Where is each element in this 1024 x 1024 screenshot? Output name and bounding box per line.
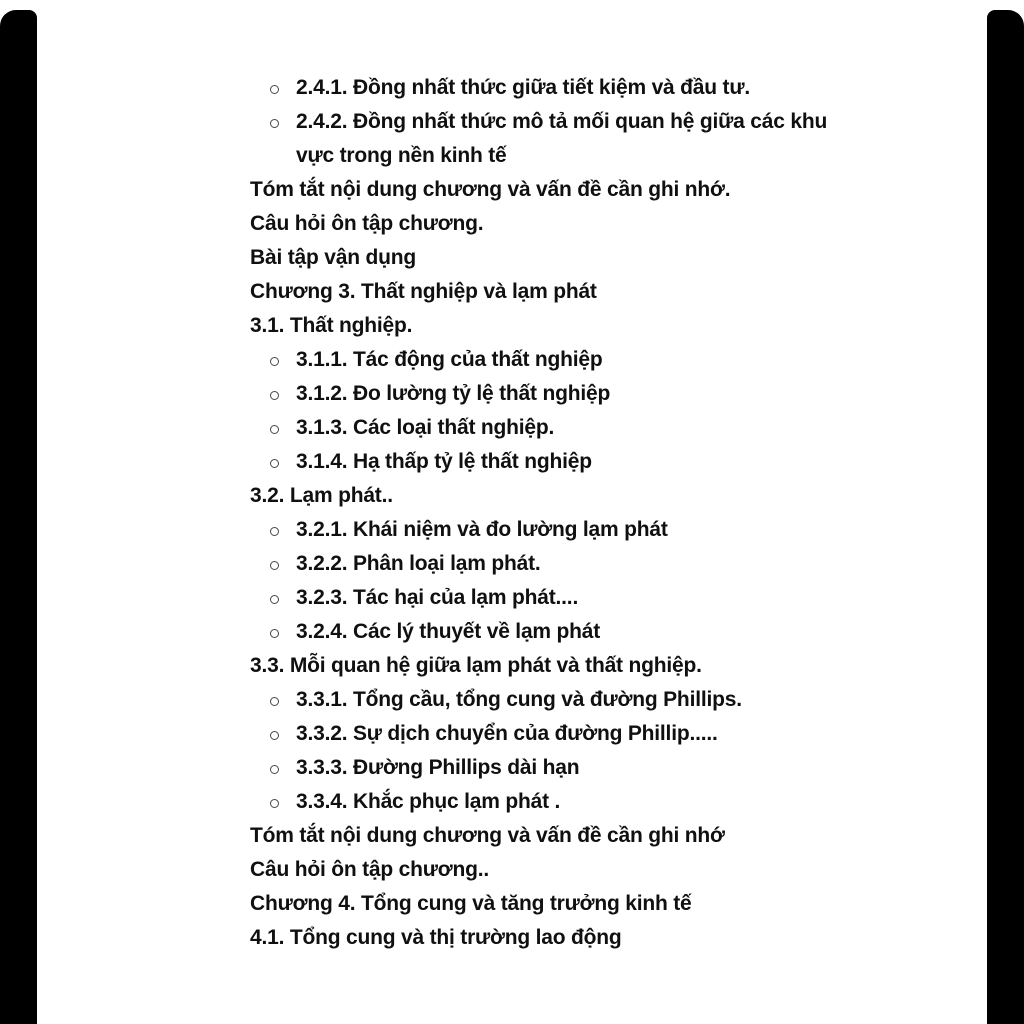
- toc-entry-text: 3.3.2. Sự dịch chuyển của đường Phillip.....: [296, 722, 718, 745]
- circle-bullet-icon: [270, 391, 279, 400]
- circle-bullet-icon: [270, 357, 279, 366]
- toc-entry-text: 3.1.4. Hạ thấp tỷ lệ thất nghiệp: [296, 450, 592, 473]
- toc-entry: [0, 411, 984, 445]
- toc-entry: [0, 207, 984, 241]
- toc-entry: [0, 581, 984, 615]
- toc-entry-text: 3.2.2. Phân loại lạm phát.: [296, 552, 541, 575]
- toc-entry-text: 3.2.1. Khái niệm và đo lường lạm phát: [296, 518, 668, 541]
- circle-bullet-icon: [270, 595, 279, 604]
- toc-entry-text: 4.1. Tổng cung và thị trường lao động: [250, 926, 622, 949]
- toc-entry: [0, 853, 984, 887]
- toc-entry: [0, 513, 984, 547]
- toc-entry: [0, 785, 984, 819]
- toc-entry: [0, 547, 984, 581]
- toc-entry: [0, 377, 984, 411]
- toc-entry-text: 3.1.2. Đo lường tỷ lệ thất nghiệp: [296, 382, 611, 405]
- toc-entry: [0, 615, 984, 649]
- toc-entry: [0, 445, 984, 479]
- circle-bullet-icon: [270, 799, 279, 808]
- right-black-border: [987, 10, 1024, 1024]
- circle-bullet-icon: [270, 459, 279, 468]
- toc-entry-text: Chương 4. Tổng cung và tăng trưởng kinh tế: [250, 892, 692, 915]
- toc-entry: [0, 71, 984, 105]
- circle-bullet-icon: [270, 85, 279, 94]
- toc-entry-text: 3.1.3. Các loại thất nghiệp.: [296, 416, 555, 439]
- toc-entry-text: 3.3.3. Đường Phillips dài hạn: [296, 756, 580, 779]
- toc-entry-text: Câu hỏi ôn tập chương.: [250, 212, 484, 235]
- circle-bullet-icon: [270, 697, 279, 706]
- toc-entry-text: 3.2.3. Tác hại của lạm phát....: [296, 586, 579, 609]
- toc-entry-text: Câu hỏi ôn tập chương..: [250, 858, 490, 881]
- toc-entry: [0, 649, 984, 683]
- toc-entry-text: 3.3. Mỗi quan hệ giữa lạm phát và thất nghiệp.: [250, 654, 702, 677]
- toc-entry-text: 2.4.1. Đồng nhất thức giữa tiết kiệm và đầu tư.: [296, 76, 750, 99]
- circle-bullet-icon: [270, 765, 279, 774]
- circle-bullet-icon: [270, 629, 279, 638]
- toc-entry: [0, 819, 984, 853]
- toc-entry-text: 3.3.1. Tổng cầu, tổng cung và đường Phillips.: [296, 688, 742, 711]
- circle-bullet-icon: [270, 731, 279, 740]
- toc-entry-text: 3.3.4. Khắc phục lạm phát .: [296, 790, 561, 813]
- toc-entry-text: 2.4.2. Đồng nhất thức mô tả mối quan hệ giữa các khu: [296, 110, 828, 133]
- table-of-contents: [0, 71, 984, 955]
- toc-entry: [0, 343, 984, 377]
- toc-entry: [0, 173, 984, 207]
- toc-entry-text: vực trong nền kinh tế: [296, 144, 507, 167]
- toc-entry: [0, 275, 984, 309]
- toc-entry: [0, 309, 984, 343]
- toc-entry-continuation: [0, 139, 984, 173]
- toc-entry-text: Bài tập vận dụng: [250, 246, 416, 269]
- toc-entry: [0, 105, 984, 139]
- toc-entry-text: Chương 3. Thất nghiệp và lạm phát: [250, 280, 597, 303]
- circle-bullet-icon: [270, 119, 279, 128]
- circle-bullet-icon: [270, 425, 279, 434]
- toc-entry-text: 3.1. Thất nghiệp.: [250, 314, 413, 337]
- toc-entry: [0, 887, 984, 921]
- toc-entry: [0, 751, 984, 785]
- toc-entry: [0, 479, 984, 513]
- toc-entry-text: Tóm tắt nội dung chương và vấn đề cần ghi nhớ: [250, 824, 725, 847]
- toc-entry: [0, 921, 984, 955]
- toc-entry-text: 3.2. Lạm phát..: [250, 484, 393, 507]
- circle-bullet-icon: [270, 561, 279, 570]
- toc-entry-text: Tóm tắt nội dung chương và vấn đề cần ghi nhớ.: [250, 178, 731, 201]
- toc-entry: [0, 717, 984, 751]
- toc-entry: [0, 241, 984, 275]
- toc-entry-text: 3.2.4. Các lý thuyết về lạm phát: [296, 620, 601, 643]
- toc-entry: [0, 683, 984, 717]
- toc-entry-text: 3.1.1. Tác động của thất nghiệp: [296, 348, 603, 371]
- circle-bullet-icon: [270, 527, 279, 536]
